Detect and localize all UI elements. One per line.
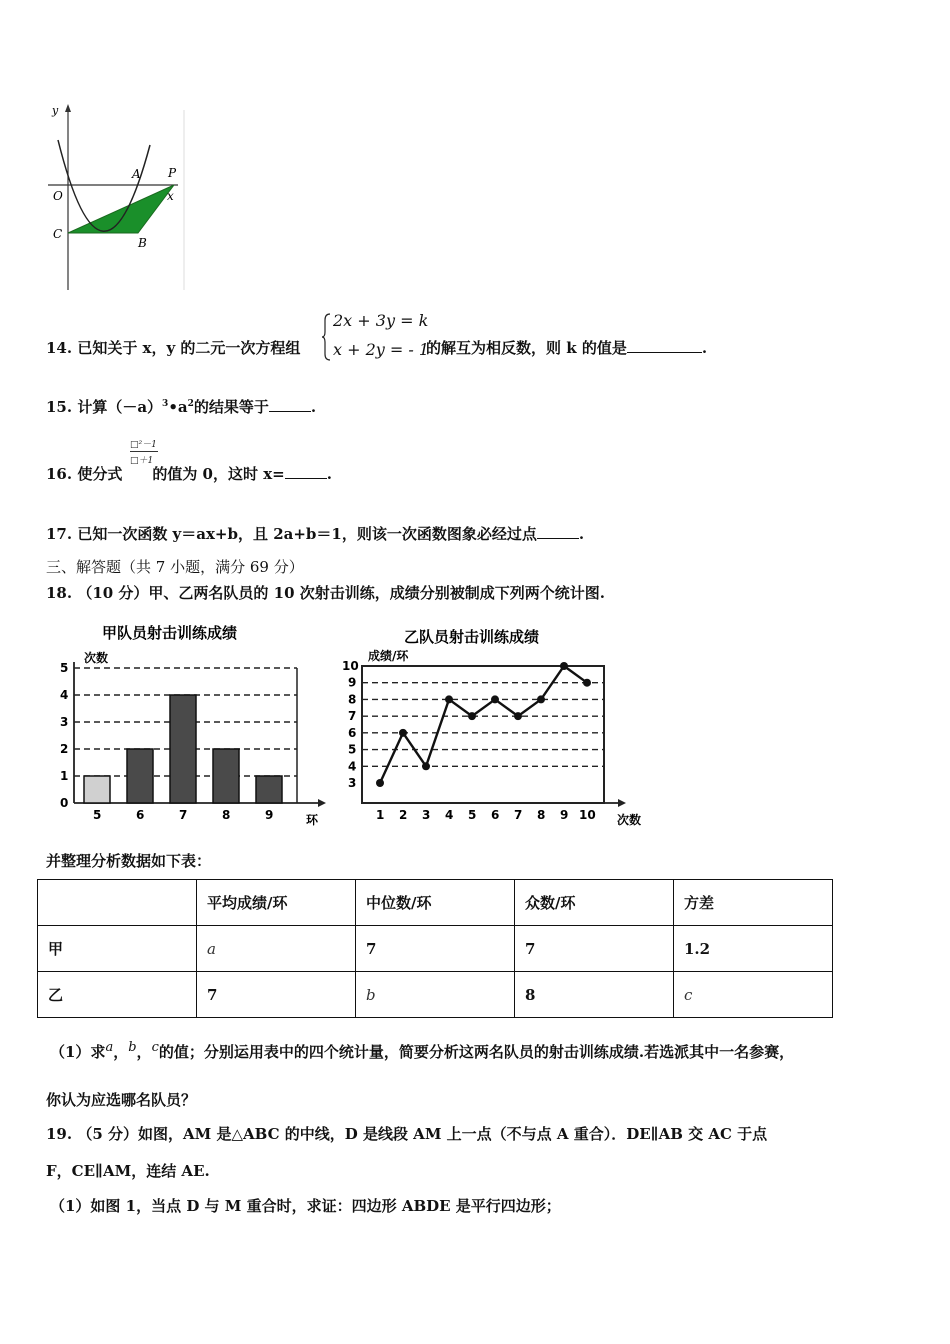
x-tick-label: 9	[265, 808, 274, 822]
x-axis-arrow	[318, 799, 326, 807]
question-14	[46, 337, 300, 358]
q15-end: .	[310, 398, 317, 416]
data-point	[491, 695, 499, 703]
q17-text: 17. 已知一次函数 y＝ax+b，且 2a+b＝1，则该一次函数图象必经过点	[46, 525, 537, 543]
q15-sup-3: 3	[162, 399, 169, 409]
y-axis-label: 成绩/环	[368, 649, 409, 663]
q14-brace	[322, 312, 332, 362]
q15-mid: •a	[168, 398, 188, 416]
table-row	[38, 926, 833, 972]
parabola-figure	[38, 100, 188, 295]
y-tick-label: 9	[348, 675, 357, 690]
table-header-cell: 众数/环	[515, 880, 674, 926]
table-header-cell	[38, 880, 197, 926]
data-point	[422, 762, 430, 770]
q18-part1-text: 的值；分别运用表中的四个统计量，简要分析这两名队员的射击训练成绩.若选派其中一名参赛，	[158, 1043, 795, 1061]
q14-prefix: 14. 已知关于 x，y 的二元一次方程组	[46, 339, 301, 357]
y-tick-label: 6	[348, 725, 357, 740]
x-axis-label: 次数	[617, 813, 642, 827]
q14-equation-1: 2x + 3y = k	[333, 311, 429, 330]
q14-equation-2: x + 2y = - 1	[333, 340, 430, 359]
q18-comma-2: ，	[136, 1043, 152, 1061]
y-tick-label: 5	[348, 742, 357, 757]
line-chart-yi	[332, 620, 662, 830]
bar	[213, 749, 239, 803]
q17-answer-blank[interactable]	[537, 538, 579, 539]
data-point	[583, 679, 591, 687]
data-point	[514, 712, 522, 720]
y-tick-label: 10	[342, 659, 359, 673]
plot-frame	[362, 666, 604, 803]
data-point	[376, 779, 384, 787]
y-tick-label: 7	[348, 709, 357, 724]
table-cell: 7	[356, 926, 515, 972]
x-tick-label: 2	[399, 808, 408, 822]
x-tick-label: 9	[560, 808, 569, 822]
q15-answer-blank[interactable]	[269, 411, 311, 412]
stats-table	[37, 879, 833, 1018]
bar	[256, 776, 282, 803]
table-header-row	[38, 880, 833, 926]
table-cell: 1.2	[674, 926, 833, 972]
x-tick-label: 6	[136, 808, 145, 822]
q16-end: .	[326, 465, 332, 483]
y-tick-label: 3	[348, 776, 357, 790]
y-tick-label: 8	[348, 692, 357, 707]
data-point	[445, 695, 453, 703]
table-row	[38, 972, 833, 1018]
q18-after-charts: 并整理分析数据如下表：	[46, 852, 212, 870]
q16-suffix: 的值为 0，这时 x=	[152, 465, 285, 483]
q16-fraction-bar	[130, 451, 158, 452]
data-point	[399, 729, 407, 737]
q16-fraction-numerator: □²－1	[130, 440, 157, 450]
chart-title: 甲队员射击训练成绩	[102, 624, 238, 642]
data-point	[468, 712, 476, 720]
label-b: B	[138, 236, 147, 250]
label-c: C	[53, 227, 63, 241]
label-origin: O	[53, 189, 63, 203]
q14-suffix: 的解互为相反数，则 k 的值是	[426, 339, 627, 357]
series-line	[380, 666, 587, 783]
label-y: y	[52, 104, 59, 117]
question-19-line2: F，CE∥AM，连结 AE.	[46, 1162, 210, 1180]
x-tick-label: 5	[468, 808, 477, 822]
q18-var-c: c	[151, 1040, 159, 1055]
q14-answer-blank[interactable]	[627, 352, 702, 353]
x-tick-label: 1	[376, 808, 385, 822]
q18-comma-1: ，	[113, 1043, 129, 1061]
y-tick-label: 0	[60, 796, 69, 810]
q14-suffix-line	[426, 337, 707, 358]
y-axis-label: 次数	[84, 651, 109, 665]
x-tick-label: 8	[222, 808, 231, 822]
table-cell: a	[197, 926, 356, 972]
table-cell: 乙	[38, 972, 197, 1018]
x-tick-label: 8	[537, 808, 546, 822]
table-header-cell: 平均成绩/环	[197, 880, 356, 926]
table-cell: 7	[197, 972, 356, 1018]
label-a: A	[132, 167, 141, 181]
q18-part1-prefix: （1）求	[50, 1043, 106, 1061]
y-tick-label: 5	[60, 661, 69, 675]
x-axis-arrow	[618, 799, 626, 807]
q16-prefix: 16. 使分式	[46, 465, 123, 483]
x-tick-label: 7	[179, 808, 188, 822]
q17-end: .	[578, 525, 585, 543]
y-tick-label: 4	[348, 759, 357, 774]
question-16	[46, 463, 332, 484]
q18-part1-line1	[50, 1040, 794, 1062]
table-cell: b	[356, 972, 515, 1018]
x-tick-label: 10	[579, 808, 596, 822]
table-cell: 甲	[38, 926, 197, 972]
q18-part1-line2: 你认为应选哪名队员？	[46, 1091, 197, 1109]
q16-answer-blank[interactable]	[285, 478, 327, 479]
triangle-cpb	[68, 185, 174, 233]
q18-var-b: b	[128, 1040, 137, 1055]
y-tick-label: 2	[60, 742, 69, 756]
chart-title: 乙队员射击训练成绩	[404, 628, 540, 646]
bar	[170, 695, 196, 803]
x-tick-label: 3	[422, 808, 431, 822]
x-tick-label: 7	[514, 808, 523, 822]
label-p: P	[168, 166, 177, 180]
x-tick-label: 6	[491, 808, 500, 822]
table-header-cell: 中位数/环	[356, 880, 515, 926]
q15-sup-2: 2	[187, 399, 194, 409]
table-header-cell: 方差	[674, 880, 833, 926]
table-cell: c	[674, 972, 833, 1018]
bar	[84, 776, 110, 803]
bar	[127, 749, 153, 803]
question-17	[46, 523, 584, 544]
q16-fraction-denominator: □＋1	[130, 456, 154, 466]
y-tick-label: 4	[60, 688, 69, 702]
y-tick-label: 1	[60, 769, 69, 783]
label-x: x	[167, 189, 174, 203]
data-point	[537, 695, 545, 703]
q15-suffix: 的结果等于	[193, 398, 269, 416]
table-cell: 8	[515, 972, 674, 1018]
table-cell: 7	[515, 926, 674, 972]
q14-end: .	[701, 339, 708, 357]
q15-text: 15. 计算（－a）	[46, 398, 163, 416]
data-point	[560, 662, 568, 670]
question-19-line1: 19. （5 分）如图，AM 是△ABC 的中线，D 是线段 AM 上一点（不与点 A 重合）．DE∥AB 交 AC 于点	[46, 1125, 768, 1143]
x-tick-label: 4	[445, 808, 454, 822]
q18-var-a: a	[105, 1040, 114, 1055]
section-3-title: 三、解答题（共 7 小题，满分 69 分）	[46, 558, 304, 576]
question-19-part1: （1）如图 1，当点 D 与 M 重合时，求证：四边形 ABDE 是平行四边形；	[50, 1197, 561, 1215]
bar-chart-jia	[42, 620, 332, 830]
question-18: 18. （10 分）甲、乙两名队员的 10 次射击训练，成绩分别被制成下列两个统计图.	[46, 584, 605, 602]
question-15	[46, 396, 316, 417]
x-axis-label: 环	[306, 813, 319, 827]
y-tick-label: 3	[60, 715, 69, 729]
x-tick-label: 5	[93, 808, 102, 822]
